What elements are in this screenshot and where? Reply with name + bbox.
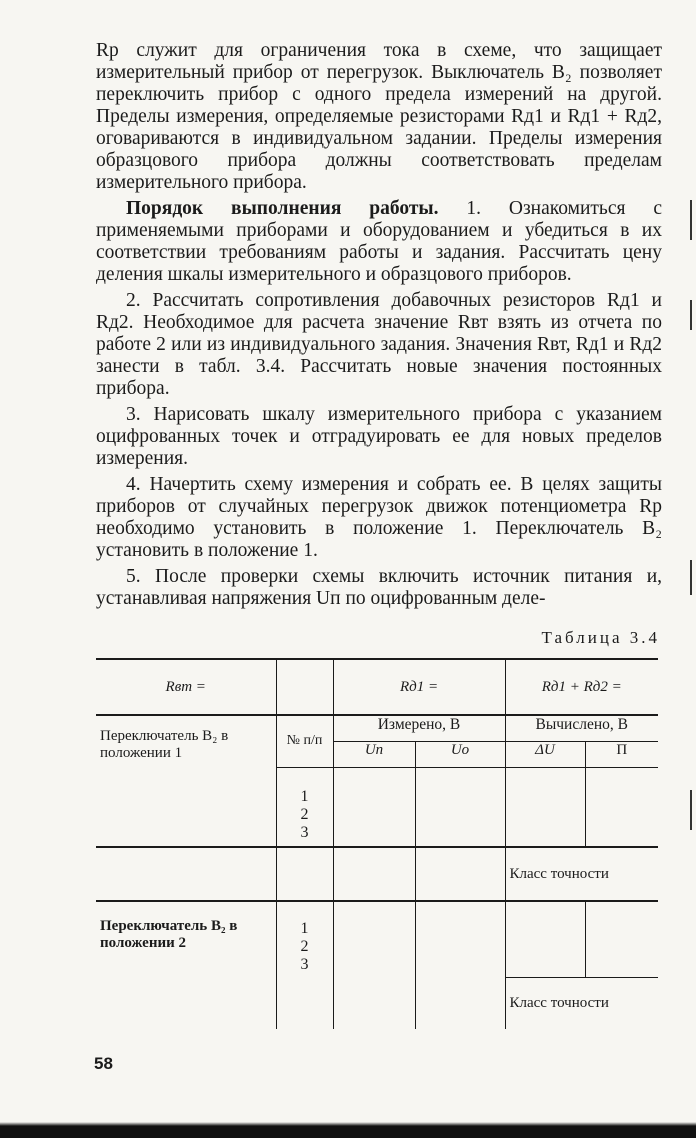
header-computed: Вычислено, В — [505, 715, 658, 741]
accuracy-class-2: Класс точности — [505, 977, 658, 1029]
row-number: 2 — [300, 805, 309, 823]
body-text — [96, 40, 662, 610]
row-number: 3 — [300, 956, 309, 973]
row-numbers-2 — [276, 901, 333, 1029]
table-3-4 — [96, 658, 658, 1029]
switch-position-1-label: Переключатель B₂ в положении 1 — [96, 715, 276, 847]
page-number: 58 — [94, 1054, 113, 1073]
switch-position-2-label: Переключатель B₂ в положении 2 — [96, 901, 276, 1029]
paragraph-2 — [96, 198, 662, 286]
header-rvt: Rвт = — [96, 659, 276, 715]
section-heading: Порядок выполнения работы. — [126, 198, 439, 219]
paragraph-2-text: 1. Ознакомиться с применяемыми приборами и оборудованием и убедиться в их соответствии требованиям работы и задания. Рассчитать цену деления шкалы измерительного и образцового приборов. — [96, 198, 662, 285]
header-rd1: Rд1 = — [333, 659, 505, 715]
row-number: 3 — [300, 823, 309, 841]
header-measured: Измерено, В — [333, 715, 505, 741]
row-number: 1 — [300, 920, 309, 937]
table-caption: Таблица 3.4 — [541, 628, 660, 647]
paragraph-5: 4. Начертить схему измерения и собрать ее. В целях защиты приборов от случайных перегрузок движок потенциометра Rр необходимо установить в положение 1. Переключатель B₂ установить в положение 1. — [96, 474, 662, 561]
header-p: П — [585, 741, 658, 767]
header-u-p: Uп — [333, 741, 415, 767]
paragraph-4: 3. Нарисовать шкалу измерительного прибора с указанием оцифрованных точек и отградуировать ее для новых пределов измерения. — [96, 404, 662, 469]
header-rd1-rd2: Rд1 + Rд2 = — [505, 659, 658, 715]
header-u-o: Uо — [415, 741, 505, 767]
scan-bottom-edge — [0, 1118, 696, 1138]
row-number: 1 — [300, 787, 309, 805]
row-numbers-1 — [276, 767, 333, 847]
row-number: 2 — [300, 938, 309, 955]
paragraph-1: Rр служит для ограничения тока в схеме, что защищает измерительный прибор от перегрузок. Выключатель B₂ позволяет переключить прибор с одного предела измерений на другой. Пределы измерения, определяемые резисторами Rд1 и Rд1 + Rд2, оговариваются в индивидуальном задании. Пределы измерения образцового прибора должны соответствовать пределам измерительного прибора. — [96, 40, 662, 193]
column-number: № п/п — [276, 715, 333, 767]
paragraph-6: 5. После проверки схемы включить источник питания и, устанавливая напряжения Uп по оцифрованным деле- — [96, 566, 662, 609]
paragraph-3: 2. Рассчитать сопротивления добавочных резисторов Rд1 и Rд2. Необходимое для расчета значение Rвт взять из отчета по работе 2 или из индивидуального задания. Значения Rвт, Rд1 и Rд2 занести в табл. 3.4. Рассчитать новые значения постоянных прибора. — [96, 290, 662, 399]
header-delta-u: ΔU — [505, 741, 585, 767]
accuracy-class-1: Класс точности — [505, 847, 658, 901]
